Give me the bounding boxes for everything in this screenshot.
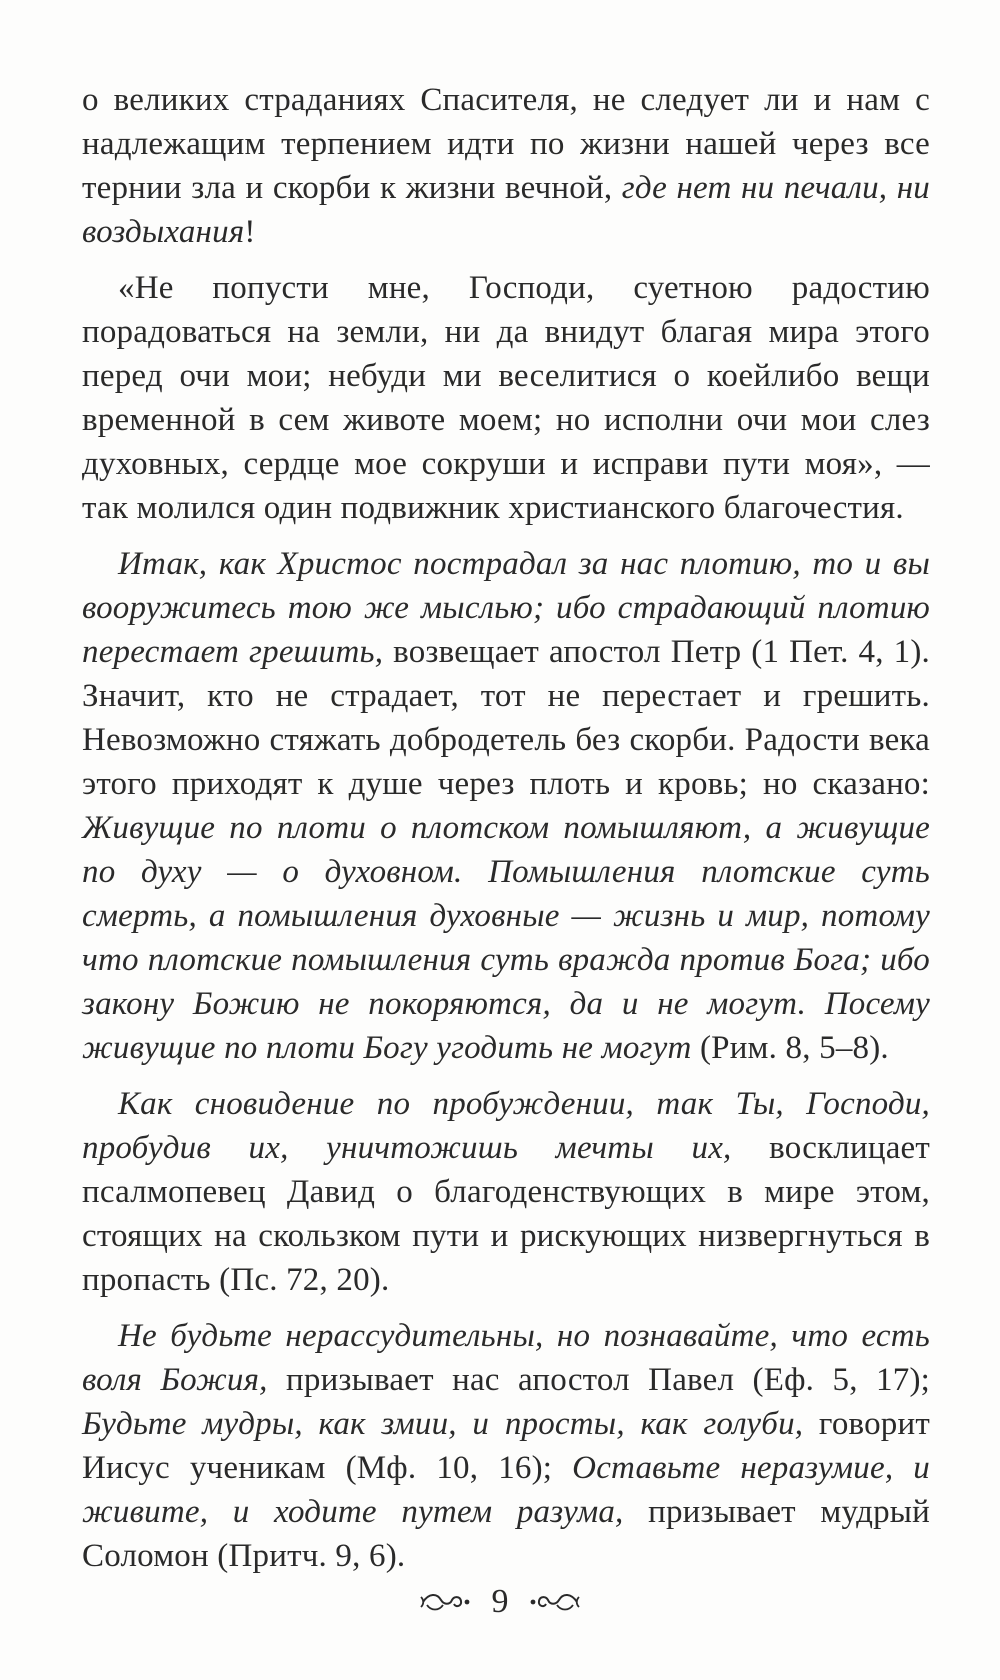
text-run: !	[244, 214, 256, 250]
page-footer	[0, 1580, 1000, 1622]
paragraph-2	[82, 266, 930, 530]
right-flourish-icon	[527, 1591, 581, 1613]
italic-run: где нет ни печали, ни воздыхания	[82, 170, 930, 250]
text-run: возвещает апостол Петр (1 Пет. 4, 1). Значит, кто не страдает, тот не перестает и грешить. Невозможно стяжать добродетель без скорби. Радости века этого приходят к душе через плоть и кровь; но сказано:	[82, 634, 930, 802]
text-run: говорит Иисус ученикам (Мф. 10, 16);	[82, 1406, 930, 1486]
italic-run: Не будьте нерассудительны, но познавайте, что есть воля Божия,	[82, 1318, 930, 1398]
text-run: призывает нас апостол Павел (Еф. 5, 17);	[267, 1362, 930, 1398]
italic-run: Будьте мудры, как змии, и просты, как голуби,	[82, 1406, 804, 1442]
italic-run: Живущие по плоти о плотском помышляют, а живущие по духу — о духовном. Помышления плотские суть смерть, а помышления духовные — жизнь и мир, потому что плотские помышления суть вражда против Бога; ибо закону Божию не покоряются, да и не могут. Посему живущие по плоти Богу угодить не могут	[82, 810, 930, 1066]
paragraph-1	[82, 78, 930, 254]
paragraph-4	[82, 1082, 930, 1302]
page-number: 9	[491, 1583, 509, 1621]
italic-run: Оставьте неразумие, и живите, и ходите путем разума,	[82, 1450, 931, 1530]
left-flourish-icon	[419, 1591, 473, 1613]
paragraph-5	[82, 1314, 930, 1578]
paragraph-3	[82, 542, 930, 1070]
text-run: о великих страданиях Спасителя, не следует ли и нам с надлежащим терпением идти по жизни нашей через все тернии зла и скорби к жизни вечной,	[82, 82, 930, 206]
text-run: восклицает псалмопевец Давид о благоденствующих в мире этом, стоящих на скользком пути и рискующих низвергнуться в пропасть (Пс. 72, 20).	[82, 1130, 931, 1298]
italic-run: Как сновидение по пробуждении, так Ты, Господи, пробудив их, уничтожишь мечты их,	[82, 1086, 930, 1166]
text-run: призывает мудрый Соломон (Притч. 9, 6).	[82, 1494, 931, 1574]
text-run: (Рим. 8, 5–8).	[691, 1030, 889, 1066]
body-text	[82, 78, 930, 1578]
text-run: «Не попусти мне, Господи, суетною радостию порадоваться на земли, ни да внидут благая мира этого перед очи мои; небуди ми веселитися о коейлибо вещи временной в сем животе моем; но исполни очи мои слез духовных, сердце мое сокруши и исправи пути моя», — так молился один подвижник христианского благочестия.	[82, 270, 930, 526]
italic-run: Итак, как Христос пострадал за нас плотию, то и вы вооружитесь тою же мыслью; ибо страдающий плотию перестает грешить,	[82, 546, 930, 670]
